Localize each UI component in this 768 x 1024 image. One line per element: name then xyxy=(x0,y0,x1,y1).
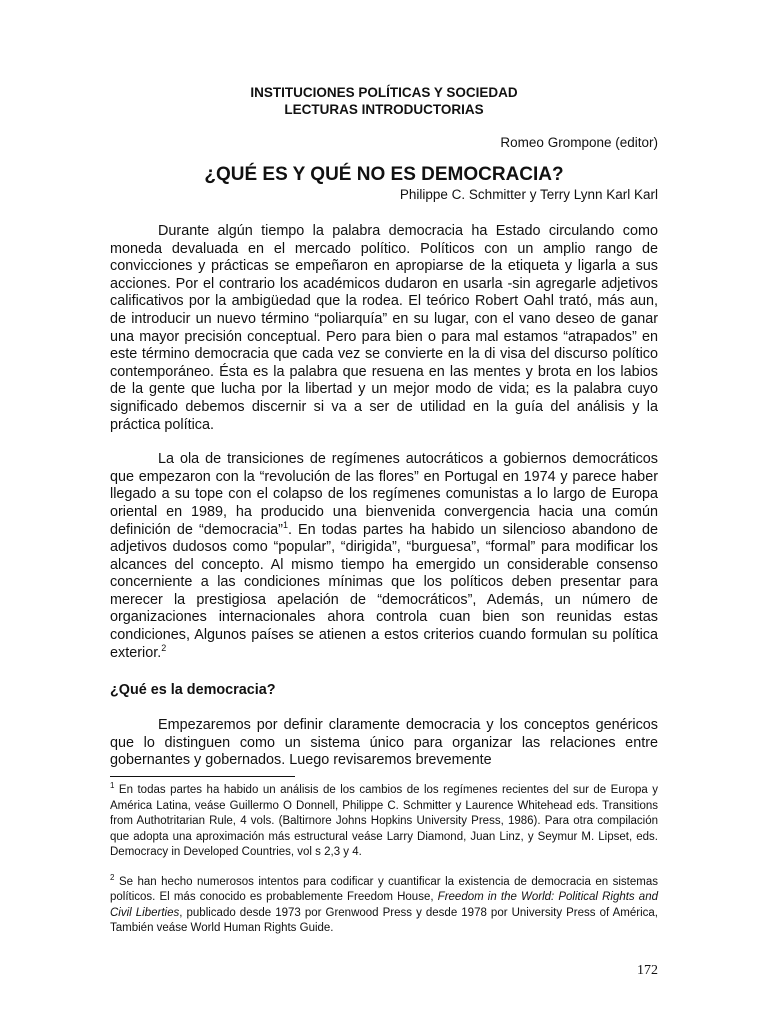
footnote-1 xyxy=(110,783,658,861)
chapter-title: ¿QUÉ ES Y QUÉ NO ES DEMOCRACIA? xyxy=(204,164,564,185)
section-heading: ¿Qué es la democracia? xyxy=(110,682,276,699)
book-subtitle: LECTURAS INTRODUCTORIAS xyxy=(284,102,484,117)
paragraph-1: Durante algún tiempo la palabra democracia ha Estado circulando como moneda devaluada en el mercado político. Políticos con un amplio rango de convicciones y prácticas se empeñaron en apropiarse de la etiqueta y ligarla a sus acciones. Por el contrario los académicos dudaron en usarla -sin agregarle adjetivos calificativos por la ambigüedad que la rodea. El teórico Robert Oahl trató, más aun, de introducir un nuevo término “poliarquía” en su lugar, con el vano deseo de ganar una mayor precisión conceptual. Pero para bien o para mal estamos “atrapados” en este término democracia que cada vez se convierte en la di visa del discurso político contemporáneo. Ésta es la palabra que resuena en las mentes y brota en los labios de la gente que lucha por la libertad y un mejor modo de vida; es la palabra cuyo significado debemos discernir si va a ser de utilidad en la guía del análisis y la práctica política. xyxy=(110,223,658,433)
paragraph-2 xyxy=(110,451,658,662)
book-header xyxy=(110,84,658,118)
document-page xyxy=(110,84,658,937)
footnote-2-italic-title: Freedom in the World: Political Rights and Civil Liberties xyxy=(110,891,658,919)
paragraph-2-text-b: . En todas partes ha habido un silencioso abandono de adjetivos dudosos como “popular”, “dirigida”, “burguesa”, “formal” para modificar los alcances del concepto. Al mismo tiempo ha emergido un considerable consenso concerniente a las condiciones mínimas que los políticos deben presentar para merecer la prestigiosa apelación de “democráticos”, Además, un número de organizaciones internacionales ahora controla cuan bien son reunidas estas condiciones, Algunos países se atienen a estos criterios cuando formulan su política exterior. xyxy=(110,521,658,661)
footnote-2-text-a: Se han hecho numerosos intentos para codificar y cuantificar la existencia de democracia en sistemas políticos. El más conocido es probablemente Freedom House, xyxy=(110,875,658,904)
footnote-2 xyxy=(110,872,658,937)
editor-credit: Romeo Grompone (editor) xyxy=(500,135,658,150)
footnote-2-mark: 2 xyxy=(110,872,115,882)
footnote-1-text: En todas partes ha habido un análisis de los cambios de los regímenes recientes del sur de Europa y América Latina, veáse Guillermo O Donnell, Philippe C. Schmitter y Laurence Whitehead eds. Transitions from Authotritarian Rule, 4 vols. (Baltirnore Johns Hopkins University Press, 1986). Para otra compilación que adopta una aproximación más estructural veáse Larry Diamond, Juan Linz, y Seymur M. Lipset, eds. Democracy in Developed Countries, vol s 2,3 y 4. xyxy=(110,784,658,859)
footnote-ref-2: 2 xyxy=(161,642,167,653)
page-number: 172 xyxy=(637,963,658,978)
chapter-authors: Philippe C. Schmitter y Terry Lynn Karl Karl xyxy=(399,187,658,202)
book-title: INSTITUCIONES POLÍTICAS Y SOCIEDAD xyxy=(250,85,518,100)
footnote-2-text-b: , publicado desde 1973 por Grenwood Press y desde 1978 por University Press of América, También veáse World Human Rights Guide. xyxy=(110,906,658,935)
footnote-1-mark: 1 xyxy=(110,781,115,791)
footnote-ref-1: 1 xyxy=(282,519,288,530)
paragraph-2-text-a: La ola de transiciones de regímenes autocráticos a gobiernos democráticos que empezaron con la “revolución de las flores” en Portugal en 1974 y parece haber llegado a su tope con el colapso de los regímenes comunistas a lo largo de Europa oriental en 1989, ha producido una bienvenida convergencia hacia una común definición de “democracia” xyxy=(110,451,658,538)
paragraph-3: Empezaremos por definir claramente democracia y los conceptos genéricos que lo distinguen como un sistema único para organizar las relaciones entre gobernantes y gobernados. Luego revisaremos brevemente xyxy=(110,717,658,769)
footnote-divider xyxy=(110,776,295,777)
